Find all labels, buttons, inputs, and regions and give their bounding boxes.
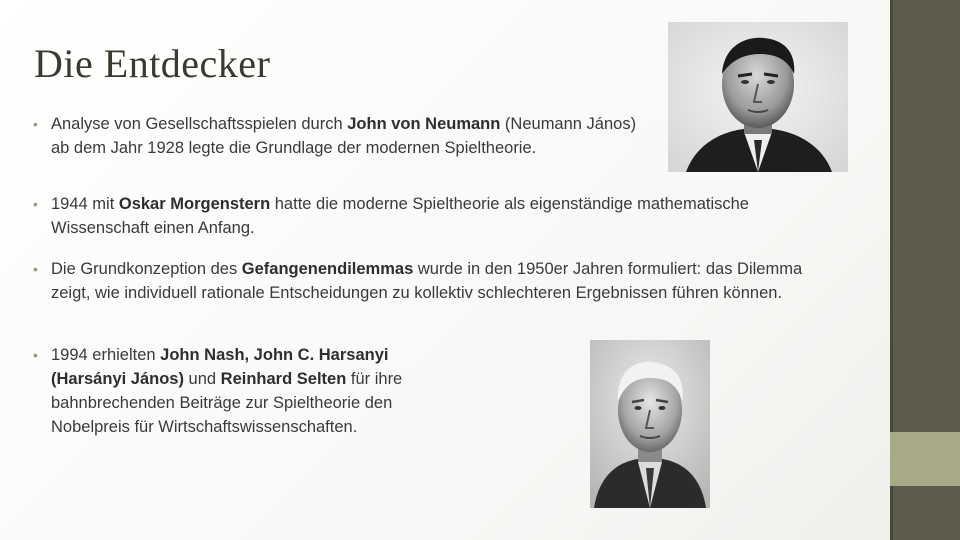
bullet-text: (Neumann János) ab dem Jahr 1928 legte die Grundlage der modernen Spieltheorie.: [51, 115, 637, 157]
portrait-photo-harsanyi: [590, 340, 710, 508]
bullet-text: Analyse von Gesellschaftsspielen durch: [51, 115, 348, 133]
bullet-text: wurde in den 1950er Jahren formuliert: das Dilemma zeigt, wie individuell rationale Entscheidungen zu kollektiv schlechteren Ergebnissen führen können.: [51, 260, 803, 302]
bullet-text: 1944 mit: [51, 195, 119, 213]
bullet-text: und: [183, 370, 221, 388]
bullet-dot: •: [33, 116, 38, 132]
bullet-dot: •: [33, 261, 38, 277]
bullet-text: für ihre bahnbrechenden Beiträge zur Spieltheorie den Nobelpreis für Wirtschaftswissenschaften.: [51, 370, 403, 436]
bullet-text: hatte die moderne Spieltheorie als eigenständige mathematische Wissenschaft einen Anfang.: [51, 195, 749, 237]
bullet-text: 1994 erhielten: [51, 346, 161, 364]
bullet-dot: •: [33, 196, 38, 212]
bullet-bold-names: John Nash, John C. Harsanyi (Harsányi János): [51, 346, 389, 388]
bullet-neumann: [33, 112, 651, 160]
bullet-dot: •: [33, 347, 38, 363]
slide-side-bar: [890, 0, 960, 540]
portrait-photo-neumann: [668, 22, 848, 172]
bullet-bold-name: Oskar Morgenstern: [118, 195, 271, 213]
side-bar-accent-strip: [890, 432, 960, 486]
bullet-bold-term: Gefangenendilemmas: [241, 260, 414, 278]
bullet-text: Die Grundkonzeption des: [51, 260, 242, 278]
bullet-morgenstern: [33, 192, 841, 240]
bullet-bold-name: Reinhard Selten: [220, 370, 347, 388]
bullet-prisoners-dilemma: [33, 257, 841, 305]
slide-title: Die Entdecker: [34, 41, 271, 86]
bullet-nobel-1994: [33, 343, 451, 439]
bullet-bold-name: John von Neumann: [347, 115, 501, 133]
